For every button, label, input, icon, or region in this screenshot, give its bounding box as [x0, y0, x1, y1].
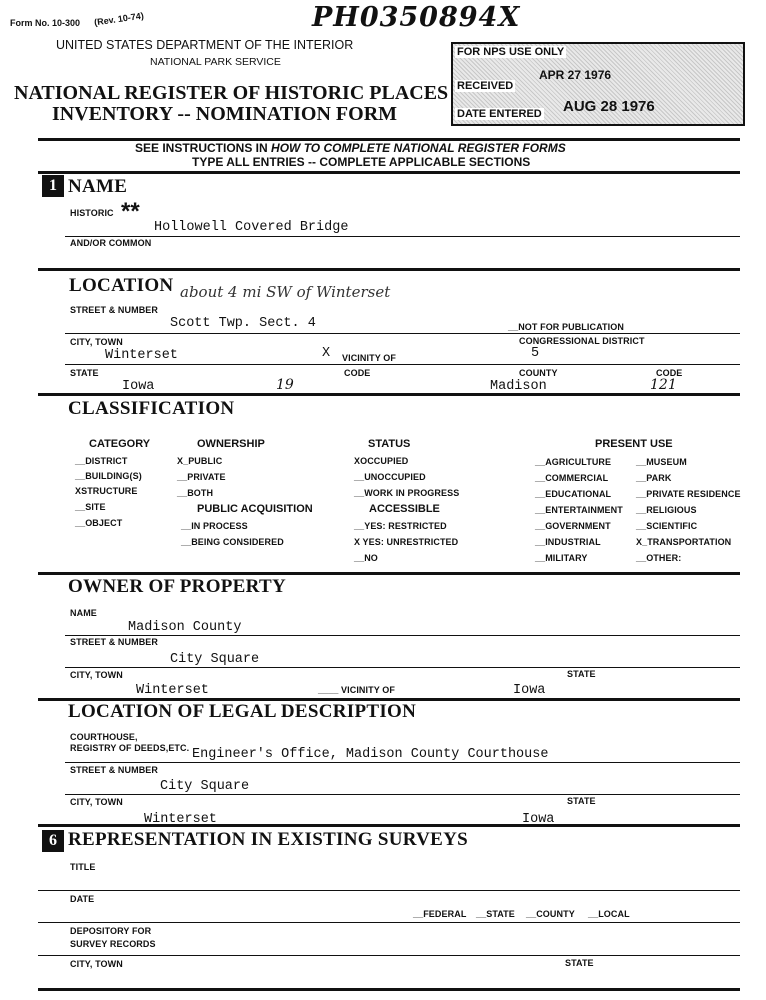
accessible-unrestricted: X YES: UNRESTRICTED	[354, 537, 459, 547]
present-use-col2	[636, 457, 741, 569]
nps-heading: FOR NPS USE ONLY	[457, 46, 565, 58]
use-commercial: __COMMERCIAL	[535, 473, 609, 483]
city-value: Winterset	[105, 348, 178, 363]
common-label: AND/OR COMMON	[70, 238, 152, 248]
legal-street-value: City Square	[160, 779, 250, 794]
use-religious: __RELIGIOUS	[636, 505, 697, 515]
nps-use-box	[451, 42, 745, 126]
use-transportation: X_TRANSPORTATION	[636, 537, 732, 547]
use-private-residence: __PRIVATE RESIDENCE	[636, 489, 741, 499]
ownership-list	[177, 456, 226, 504]
ownership-both: __BOTH	[177, 488, 214, 498]
owner-vicinity-label: ____ VICINITY OF	[318, 685, 395, 695]
status-work-in-progress: __WORK IN PROGRESS	[354, 488, 460, 498]
ownership-heading: OWNERSHIP	[197, 438, 265, 450]
county-code-handwritten: 121	[650, 377, 677, 393]
category-structure: XSTRUCTURE	[75, 486, 138, 496]
county-label: COUNTY	[519, 368, 558, 378]
section-title-name: NAME	[68, 176, 128, 197]
section-title-owner: OWNER OF PROPERTY	[68, 576, 287, 597]
category-list	[75, 456, 142, 534]
not-for-publication: __NOT FOR PUBLICATION	[508, 322, 624, 332]
acquisition-in-process: __IN PROCESS	[181, 521, 248, 531]
owner-name-value: Madison County	[128, 620, 242, 635]
service: NATIONAL PARK SERVICE	[150, 56, 281, 68]
courthouse-label-line1: COURTHOUSE,	[70, 732, 138, 742]
vicinity-mark: X	[322, 346, 331, 361]
owner-name-label: NAME	[70, 608, 97, 618]
survey-date-label: DATE	[70, 894, 95, 904]
section-number-6: 6	[42, 830, 64, 852]
acquisition-list	[181, 521, 284, 553]
historic-label: HISTORIC	[70, 208, 114, 218]
use-government: __GOVERNMENT	[535, 521, 611, 531]
form-title-line2: INVENTORY -- NOMINATION FORM	[52, 103, 398, 125]
field-line	[65, 762, 740, 763]
status-heading: STATUS	[368, 438, 411, 450]
field-line	[65, 635, 740, 636]
courthouse-label-line2: REGISTRY OF DEEDS,ETC.	[70, 743, 190, 753]
divider	[38, 824, 740, 827]
use-military: __MILITARY	[535, 553, 588, 563]
code-label: CODE	[344, 368, 371, 378]
field-line	[65, 667, 740, 668]
accessible-no: __NO	[354, 553, 378, 563]
legal-street-label: STREET & NUMBER	[70, 765, 159, 775]
form-title-line1: NATIONAL REGISTER OF HISTORIC PLACES	[14, 82, 449, 104]
accessible-restricted: __YES: RESTRICTED	[354, 521, 447, 531]
category-district: __DISTRICT	[75, 456, 128, 466]
legal-city-value: Winterset	[144, 812, 217, 827]
use-other: __OTHER:	[636, 553, 682, 563]
section-title-location: LOCATION	[69, 275, 174, 296]
ownership-private: __PRIVATE	[177, 472, 226, 482]
ownership-public: X_PUBLIC	[177, 456, 223, 466]
present-use-heading: PRESENT USE	[595, 438, 673, 450]
vicinity-label: VICINITY OF	[342, 353, 396, 363]
survey-city-label: CITY, TOWN	[70, 959, 123, 969]
location-handwritten-note: about 4 mi SW of Winterset	[180, 283, 391, 301]
historic-mark: **	[121, 198, 140, 225]
use-scientific: __SCIENTIFIC	[636, 521, 698, 531]
status-occupied: XOCCUPIED	[354, 456, 409, 466]
street-label: STREET & NUMBER	[70, 305, 159, 315]
state-code-handwritten: 19	[276, 377, 294, 393]
instructions-line2: TYPE ALL ENTRIES -- COMPLETE APPLICABLE SECTIONS	[192, 155, 531, 169]
department: UNITED STATES DEPARTMENT OF THE INTERIOR	[56, 38, 354, 52]
acquisition-heading: PUBLIC ACQUISITION	[197, 503, 313, 515]
category-object: __OBJECT	[75, 518, 123, 528]
owner-city-label: CITY, TOWN	[70, 670, 123, 680]
form-number: Form No. 10-300	[10, 18, 81, 28]
form-revision: (Rev. 10-74)	[93, 10, 145, 28]
divider	[38, 988, 740, 991]
historic-name-value: Hollowell Covered Bridge	[154, 220, 349, 235]
acquisition-being-considered: __BEING CONSIDERED	[181, 537, 284, 547]
use-educational: __EDUCATIONAL	[535, 489, 612, 499]
section-number-1: 1	[42, 175, 64, 197]
owner-street-value: City Square	[170, 652, 260, 667]
section-title-surveys: REPRESENTATION IN EXISTING SURVEYS	[68, 829, 469, 850]
category-site: __SITE	[75, 502, 106, 512]
state-value: Iowa	[122, 379, 155, 394]
street-value: Scott Twp. Sect. 4	[170, 316, 316, 331]
survey-state: __STATE	[476, 909, 515, 919]
owner-city-value: Winterset	[136, 683, 209, 698]
status-list	[354, 456, 459, 504]
category-buildings: __BUILDING(S)	[75, 471, 142, 481]
owner-street-label: STREET & NUMBER	[70, 637, 159, 647]
status-unoccupied: __UNOCCUPIED	[354, 472, 426, 482]
cong-district-value: 5	[531, 346, 540, 361]
use-park: __PARK	[636, 473, 672, 483]
courthouse-value: Engineer's Office, Madison County Courthouse	[192, 747, 549, 762]
handwritten-id: PH0350894X	[312, 2, 521, 33]
category-heading: CATEGORY	[89, 438, 151, 450]
legal-state-value: Iowa	[522, 812, 555, 827]
survey-federal: __FEDERAL	[413, 909, 467, 919]
survey-local: __LOCAL	[588, 909, 630, 919]
field-line	[38, 922, 740, 923]
present-use-col1	[535, 457, 623, 569]
use-industrial: __INDUSTRIAL	[535, 537, 601, 547]
accessible-list	[354, 521, 458, 569]
state-label: STATE	[70, 368, 99, 378]
cong-district-label: CONGRESSIONAL DISTRICT	[519, 336, 645, 346]
section-title-legal-description: LOCATION OF LEGAL DESCRIPTION	[68, 701, 417, 722]
entered-label: DATE ENTERED	[457, 108, 542, 120]
city-label: CITY, TOWN	[70, 337, 123, 347]
field-line	[65, 364, 740, 365]
survey-state-label: STATE	[565, 958, 594, 968]
field-line	[65, 794, 740, 795]
use-entertainment: __ENTERTAINMENT	[535, 505, 623, 515]
field-line	[65, 333, 740, 334]
section-title-classification: CLASSIFICATION	[68, 398, 235, 419]
divider	[38, 393, 740, 396]
depository-label-line1: DEPOSITORY FOR	[70, 926, 152, 936]
divider	[38, 268, 740, 271]
received-date: APR 27 1976	[539, 68, 612, 82]
use-museum: __MUSEUM	[636, 457, 687, 467]
field-line	[65, 236, 740, 237]
survey-county: __COUNTY	[526, 909, 575, 919]
county-value: Madison	[490, 379, 547, 394]
divider	[38, 171, 740, 174]
depository-label-line2: SURVEY RECORDS	[70, 939, 156, 949]
use-agriculture: __AGRICULTURE	[535, 457, 612, 467]
divider	[38, 572, 740, 575]
owner-state-label: STATE	[567, 669, 596, 679]
accessible-heading: ACCESSIBLE	[369, 503, 440, 515]
survey-title-label: TITLE	[70, 862, 96, 872]
field-line	[38, 890, 740, 891]
legal-state-label: STATE	[567, 796, 596, 806]
legal-city-label: CITY, TOWN	[70, 797, 123, 807]
owner-state-value: Iowa	[513, 683, 546, 698]
code2-label: CODE	[656, 368, 683, 378]
instructions-line1: SEE INSTRUCTIONS IN HOW TO COMPLETE NATIONAL REGISTER FORMS	[135, 141, 566, 155]
entered-date: AUG 28 1976	[563, 98, 655, 115]
field-line	[38, 955, 740, 956]
received-label: RECEIVED	[457, 80, 514, 92]
